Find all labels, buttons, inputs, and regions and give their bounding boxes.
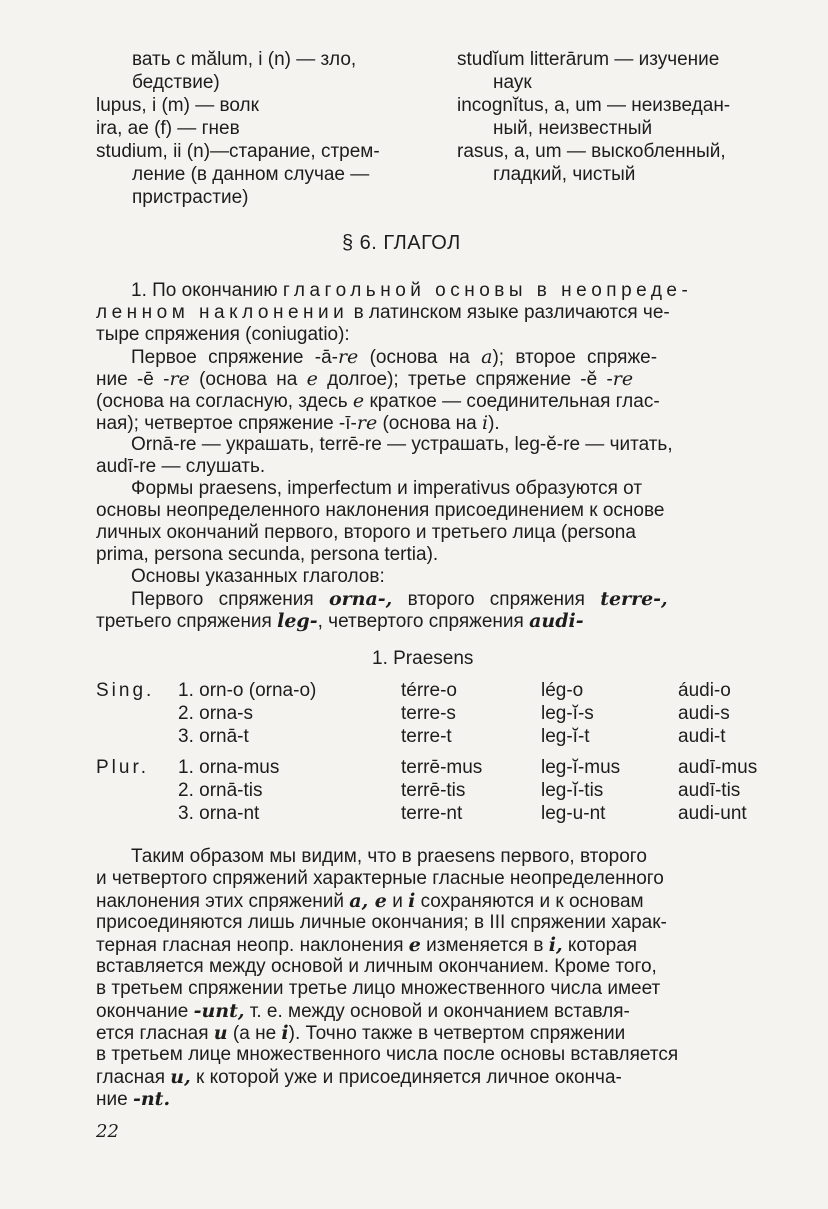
vocab-line: вать с mălum, i (n) — зло,: [132, 49, 357, 70]
p4-line: личных окончаний первого, второго и третьего лица (persona: [96, 522, 636, 543]
text: ).: [488, 413, 500, 434]
p2-line: [96, 390, 660, 413]
ending: re: [337, 346, 359, 368]
p5-line: Основы указанных глаголов:: [131, 566, 385, 587]
p3-line: Ornā-re — украшать, terrē-re — устрашать, leg-ĕ-re — читать,: [131, 434, 673, 455]
spaced-text: глагольной основы в неопреде-: [282, 280, 693, 301]
p6-line: [96, 1000, 630, 1023]
text: ние: [96, 1089, 128, 1110]
cell: audi-s: [678, 703, 730, 724]
vowel: e: [352, 390, 365, 412]
cell: leg-u-nt: [541, 803, 606, 824]
p1-line: [131, 280, 692, 302]
cell: terre-nt: [401, 803, 463, 824]
cell: leg-ĭ-s: [541, 703, 594, 724]
text: ); второе спряже-: [492, 347, 658, 368]
cell: audi-t: [678, 726, 726, 747]
vocab-line: ление (в данном случае —: [132, 164, 370, 185]
cell: leg-ĭ-tis: [541, 780, 604, 801]
cell: terre-t: [401, 726, 452, 747]
vocab-line: studium, ii (n)—старание, стрем-: [96, 141, 380, 162]
text: (а не: [232, 1023, 277, 1044]
vocab-line: наук: [493, 72, 532, 93]
vocab-line: ный, неизвестный: [493, 118, 653, 139]
ending: re: [356, 412, 378, 434]
cell: áudi-o: [678, 680, 731, 701]
p4-line: Формы praesens, imperfectum и imperativus образуются от: [131, 478, 643, 499]
vocab-line: ira, ae (f) — гнев: [96, 118, 240, 139]
text: ная); четвертое спряжение -ī-: [96, 413, 357, 434]
vocab-line: lupus, i (m) — волк: [96, 95, 259, 116]
text: ется гласная: [96, 1023, 209, 1044]
cell: 1. orn-o (orna-o): [178, 680, 317, 701]
text: гласная: [96, 1067, 166, 1088]
p2-line: [96, 412, 500, 435]
text: т. е. между основой и окончанием вставля-: [249, 1001, 630, 1022]
sing-col-4: [678, 680, 731, 749]
vocab-left-column: [96, 49, 441, 210]
vocab-line: rasus, a, um — выскобленный,: [457, 141, 726, 162]
vowels: a, e: [349, 890, 387, 912]
text: (основа на: [382, 413, 477, 434]
sing-label: Sing.: [96, 680, 155, 701]
sing-col-3: [541, 680, 594, 749]
text: наклонения этих спряжений: [96, 891, 344, 912]
p2-line: [131, 346, 657, 369]
cell: 3. ornā-t: [178, 726, 249, 747]
p6-line: присоединяются лишь личные окончания; в III спряжении харак-: [96, 912, 667, 933]
cell: leg-ĭ-t: [541, 726, 590, 747]
p6-line: в третьем лице множественного числа после основы вставляется: [96, 1044, 679, 1065]
vocab-line: гладкий, чистый: [493, 164, 636, 185]
p6-line: [96, 1022, 625, 1045]
cell: terrē-tis: [401, 780, 466, 801]
vowel: u: [213, 1022, 228, 1044]
plur-label: Plur.: [96, 757, 150, 778]
text: 1. По окончанию: [131, 280, 278, 301]
vocab-line: пристрастие): [132, 187, 249, 208]
p6-line: [96, 934, 637, 957]
cell: terrē-mus: [401, 757, 483, 778]
cell: leg-ĭ-mus: [541, 757, 621, 778]
stem: leg-: [277, 610, 318, 632]
text: изменяется в: [426, 935, 544, 956]
p1-line: [96, 302, 670, 324]
vowel: u,: [170, 1066, 191, 1088]
vocab-line: incognĭtus, a, um — неизведан-: [457, 95, 731, 116]
vowel: i: [408, 890, 416, 912]
vocab-right-column: [457, 49, 802, 187]
vowel: e: [306, 368, 318, 390]
p6-line: Таким образом мы видим, что в praesens первого, второго: [131, 846, 647, 867]
p2-line: [96, 368, 633, 391]
stem: terre-,: [600, 588, 668, 610]
vowel: a: [481, 346, 493, 368]
sing-col-1: [178, 680, 316, 749]
cell: térre-o: [401, 680, 457, 701]
stem: audi-: [529, 610, 584, 632]
p6-line: [96, 890, 644, 913]
stem: orna-,: [328, 588, 393, 610]
ending: -unt,: [193, 1000, 245, 1022]
text: (основа на: [369, 347, 470, 368]
text: ние -ē -: [96, 369, 170, 390]
text: к которой уже и присоединяется личное оконча-: [196, 1067, 622, 1088]
text: третьего спряжения: [96, 611, 272, 632]
text: Первого спряжения: [131, 589, 314, 610]
text: краткое — соединительная глас-: [369, 391, 660, 412]
text: которая: [567, 935, 638, 956]
text: терная гласная неопр. наклонения: [96, 935, 404, 956]
cell: audī-mus: [678, 757, 758, 778]
plur-col-1: [178, 757, 279, 826]
p1-line: тыре спряжения (coniugatio):: [96, 324, 350, 345]
ending: re: [169, 368, 190, 390]
cell: 2. orna-s: [178, 703, 253, 724]
plur-col-3: [541, 757, 620, 826]
ending: -nt.: [132, 1088, 171, 1110]
cell: 2. ornā-tis: [178, 780, 263, 801]
cell: 3. orna-nt: [178, 803, 260, 824]
p6-line: вставляется между основой и личным окончанием. Кроме того,: [96, 956, 657, 977]
spaced-text: ленном наклонении: [96, 302, 349, 323]
p5-line: [96, 610, 584, 633]
text: (основа на: [199, 369, 298, 390]
p4-line: основы неопределенного наклонения присоединением к основе: [96, 500, 665, 521]
vowel: i: [281, 1022, 289, 1044]
cell: lég-o: [541, 680, 584, 701]
p3-line: audī-re — слушать.: [96, 456, 266, 477]
text: в латинском языке различаются че-: [353, 302, 670, 323]
text: долгое); третье спряжение -ĕ -: [327, 369, 613, 390]
plur-col-4: [678, 757, 757, 826]
text: (основа на согласную, здесь: [96, 391, 348, 412]
vowel: e: [408, 934, 421, 956]
ending: re: [612, 368, 634, 390]
cell: audī-tis: [678, 780, 741, 801]
p6-line: и четвертого спряжений характерные гласные неопределенного: [96, 868, 664, 889]
p6-line: [96, 1066, 622, 1089]
text: ). Точно также в четвертом спряжении: [288, 1023, 626, 1044]
p6-line: в третьем спряжении третье лицо множественного числа имеет: [96, 978, 661, 999]
text: сохраняются и к основам: [420, 891, 644, 912]
cell: audi-unt: [678, 803, 747, 824]
page-number: 22: [96, 1121, 119, 1142]
text: , четвертого спряжения: [317, 611, 524, 632]
vowel: i: [482, 412, 489, 434]
text: Первое спряжение -ā-: [131, 347, 338, 368]
p5-line: [131, 588, 668, 611]
plur-col-2: [401, 757, 482, 826]
vowel: i,: [548, 934, 563, 956]
sing-col-2: [401, 680, 457, 749]
table-title: 1. Praesens: [372, 648, 474, 669]
vocab-line: studĭum litterārum — изучение: [457, 49, 720, 70]
text: окончание: [96, 1001, 189, 1022]
cell: terre-s: [401, 703, 456, 724]
text: и: [392, 891, 403, 912]
section-title: § 6. ГЛАГОЛ: [342, 232, 461, 254]
cell: 1. orna-mus: [178, 757, 280, 778]
text: второго спряжения: [407, 589, 585, 610]
p6-line: [96, 1088, 170, 1111]
vocab-line: бедствие): [132, 72, 220, 93]
p4-line: prima, persona secunda, persona tertia).: [96, 544, 439, 565]
